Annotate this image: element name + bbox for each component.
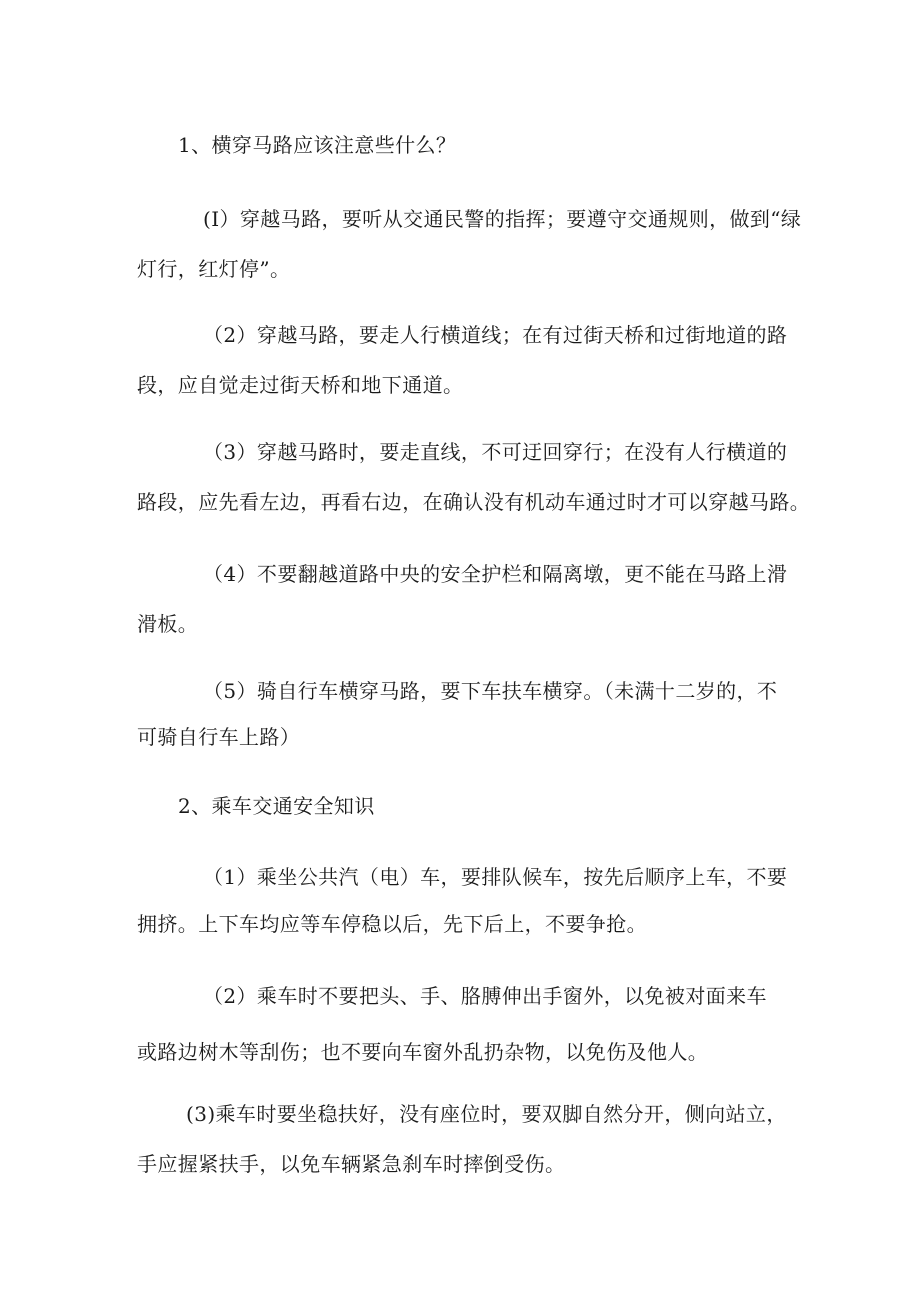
s1-item-3-line-2: 路段，应先看左边，再看右边，在确认没有机动车通过时才可以穿越马路。 <box>137 490 811 514</box>
s1-item-5-line-1: （5）骑自行车横穿马路，要下车扶车横穿。（未满十二岁的，不 <box>203 679 778 703</box>
s1-item-2-line-2: 段，应自觉走过街天桥和地下通道。 <box>137 373 464 397</box>
s2-item-2-line-2: 或路边树木等刮伤；也不要向车窗外乱扔杂物，以免伤及他人。 <box>137 1040 709 1064</box>
s1-item-4-line-2: 滑板。 <box>137 612 199 636</box>
s1-item-5-line-2: 可骑自行车上路） <box>137 725 301 749</box>
s1-item-1-line-2: 灯行，红灯停”。 <box>137 257 291 281</box>
s1-item-2-line-1: （2）穿越马路，要走人行横道线；在有过街天桥和过街地道的路 <box>203 323 788 347</box>
s1-item-4-line-1: （4）不要翻越道路中央的安全护栏和隔离墩，更不能在马路上滑 <box>203 562 788 586</box>
s2-item-2-line-1: （2）乘车时不要把头、手、胳膊伸出手窗外，以免被对面来车 <box>203 984 767 1008</box>
s2-item-1-line-1: （1）乘坐公共汽（电）车，要排队候车，按先后顺序上车，不要 <box>203 865 788 889</box>
section-1-heading: 1、横穿马路应该注意些什么？ <box>178 133 457 157</box>
s2-item-1-line-2: 拥挤。上下车均应等车停稳以后，先下后上，不要争抢。 <box>137 912 647 936</box>
section-2-heading: 2、乘车交通安全知识 <box>178 794 375 818</box>
s1-item-1-line-1: (I）穿越马路，要听从交通民警的指挥；要遵守交通规则，做到“绿 <box>203 207 802 231</box>
s2-item-3-line-1: (3)乘车时要坐稳扶好，没有座位时，要双脚自然分开，侧向站立， <box>186 1102 787 1126</box>
s2-item-3-line-2: 手应握紧扶手，以免车辆紧急刹车时摔倒受伤。 <box>137 1152 566 1176</box>
s1-item-3-line-1: （3）穿越马路时，要走直线，不可迂回穿行；在没有人行横道的 <box>203 440 788 464</box>
